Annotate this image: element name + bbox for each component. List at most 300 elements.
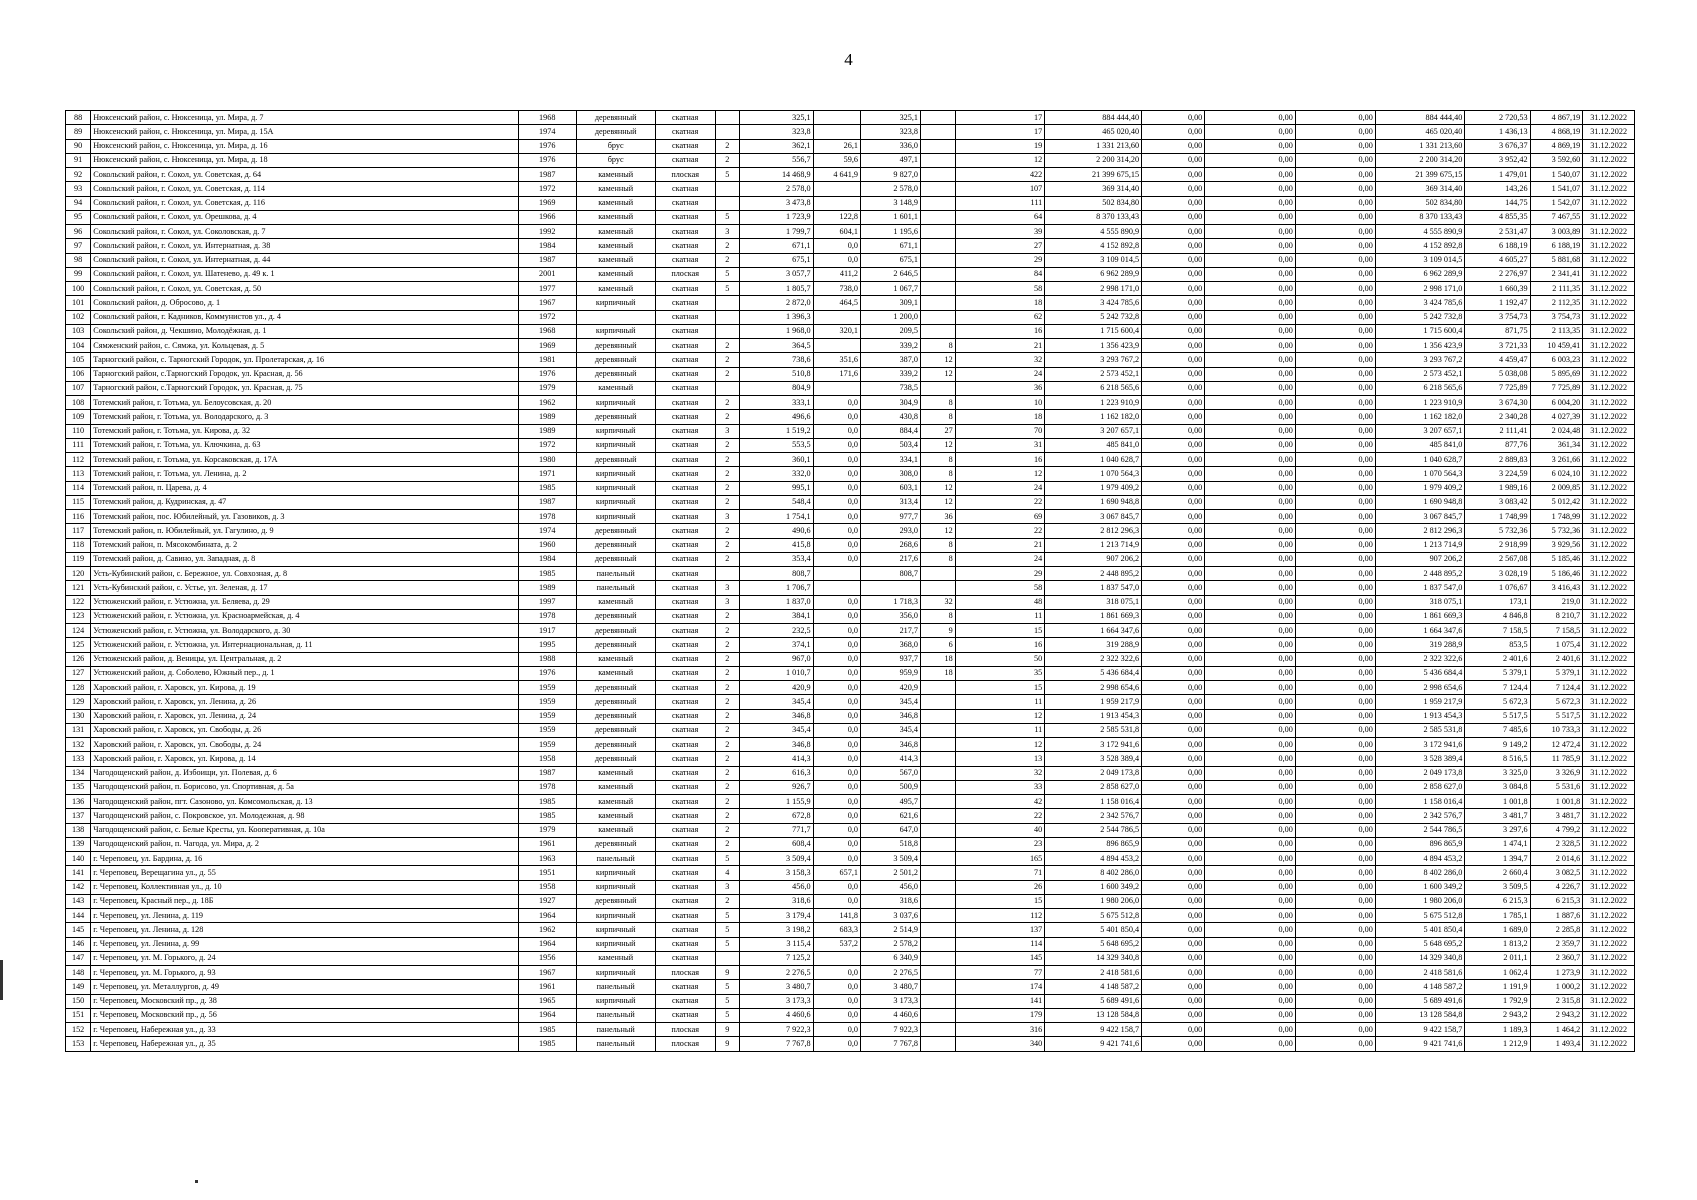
nonresidential-area-cell: 0,0	[813, 524, 860, 538]
cost-per-sqm-cell: 1 660,39	[1465, 282, 1530, 296]
regional-funds-cell: 0,00	[1205, 410, 1296, 424]
deadline-cell: 31.12.2022	[1583, 424, 1635, 438]
total-area-cell: 3 509,4	[739, 852, 813, 866]
residents-cell: 179	[955, 1008, 1045, 1022]
nonresidential-area-cell: 0,0	[813, 695, 860, 709]
row-number-cell: 100	[66, 282, 91, 296]
floors-cell: 2	[715, 823, 739, 837]
apartments-cell	[920, 780, 955, 794]
apartments-cell	[920, 795, 955, 809]
row-number-cell: 148	[66, 966, 91, 980]
row-number-cell: 136	[66, 795, 91, 809]
nonresidential-area-cell: 0,0	[813, 809, 860, 823]
owner-funds-cell: 4 152 892,8	[1375, 239, 1465, 253]
floors-cell	[715, 182, 739, 196]
year-built-cell: 1985	[518, 567, 576, 581]
owner-funds-cell: 1 162 182,0	[1375, 410, 1465, 424]
residents-cell: 29	[955, 253, 1045, 267]
deadline-cell: 31.12.2022	[1583, 524, 1635, 538]
residents-cell: 21	[955, 339, 1045, 353]
row-number-cell: 128	[66, 681, 91, 695]
residents-cell: 107	[955, 182, 1045, 196]
federal-funds-cell: 0,00	[1142, 438, 1205, 452]
total-area-cell: 345,4	[739, 723, 813, 737]
apartments-cell	[920, 880, 955, 894]
address-cell: Тарногский район, с. Тарногский Городок, ул. Пролетарская, д. 16	[91, 353, 519, 367]
regional-funds-cell: 0,00	[1205, 495, 1296, 509]
regional-funds-cell: 0,00	[1205, 438, 1296, 452]
local-funds-cell: 0,00	[1295, 638, 1375, 652]
table-row	[66, 239, 1635, 253]
floors-cell: 2	[715, 339, 739, 353]
local-funds-cell: 0,00	[1295, 709, 1375, 723]
deadline-cell: 31.12.2022	[1583, 723, 1635, 737]
total-area-cell: 1 799,7	[739, 225, 813, 239]
residential-area-cell: 356,0	[860, 609, 920, 623]
owner-funds-cell: 502 834,80	[1375, 196, 1465, 210]
cost-per-sqm-cell: 7 485,6	[1465, 723, 1530, 737]
deadline-cell: 31.12.2022	[1583, 182, 1635, 196]
federal-funds-cell: 0,00	[1142, 652, 1205, 666]
regional-funds-cell: 0,00	[1205, 296, 1296, 310]
owner-funds-cell: 1 861 669,3	[1375, 609, 1465, 623]
deadline-cell: 31.12.2022	[1583, 282, 1635, 296]
owner-funds-cell: 4 894 453,2	[1375, 852, 1465, 866]
year-built-cell: 1984	[518, 552, 576, 566]
floors-cell: 9	[715, 1037, 739, 1051]
table-row	[66, 795, 1635, 809]
total-cost-cell: 1 158 016,4	[1045, 795, 1142, 809]
federal-funds-cell: 0,00	[1142, 467, 1205, 481]
year-built-cell: 1958	[518, 752, 576, 766]
nonresidential-area-cell: 0,0	[813, 538, 860, 552]
local-funds-cell: 0,00	[1295, 866, 1375, 880]
total-area-cell: 3 473,8	[739, 196, 813, 210]
cost-per-sqm-cell: 7 124,4	[1465, 681, 1530, 695]
cost-per-sqm-cell: 1 748,99	[1465, 510, 1530, 524]
row-number-cell: 133	[66, 752, 91, 766]
row-number-cell: 140	[66, 852, 91, 866]
max-cost-per-sqm-cell: 2 315,8	[1530, 994, 1583, 1008]
total-cost-cell: 485 841,0	[1045, 438, 1142, 452]
total-cost-cell: 2 858 627,0	[1045, 780, 1142, 794]
total-cost-cell: 3 528 389,4	[1045, 752, 1142, 766]
floors-cell: 2	[715, 367, 739, 381]
federal-funds-cell: 0,00	[1142, 624, 1205, 638]
nonresidential-area-cell: 537,2	[813, 937, 860, 951]
address-cell: Чагодощенский район, с. Покровское, ул. Молодежная, д. 98	[91, 809, 519, 823]
total-area-cell: 2 276,5	[739, 966, 813, 980]
nonresidential-area-cell: 411,2	[813, 267, 860, 281]
cost-per-sqm-cell: 5 038,08	[1465, 367, 1530, 381]
local-funds-cell: 0,00	[1295, 837, 1375, 851]
regional-funds-cell: 0,00	[1205, 267, 1296, 281]
total-area-cell: 804,9	[739, 381, 813, 395]
max-cost-per-sqm-cell: 2 341,41	[1530, 267, 1583, 281]
table-row	[66, 438, 1635, 452]
residential-area-cell	[860, 581, 920, 595]
apartments-cell	[920, 809, 955, 823]
local-funds-cell: 0,00	[1295, 139, 1375, 153]
row-number-cell: 114	[66, 481, 91, 495]
regional-funds-cell: 0,00	[1205, 139, 1296, 153]
floors-cell: 5	[715, 1008, 739, 1022]
floors-cell: 2	[715, 766, 739, 780]
cost-per-sqm-cell: 3 084,8	[1465, 780, 1530, 794]
wall-material-cell: деревянный	[576, 709, 655, 723]
row-number-cell: 119	[66, 552, 91, 566]
nonresidential-area-cell	[813, 111, 860, 125]
year-built-cell: 1997	[518, 595, 576, 609]
table-row	[66, 1037, 1635, 1051]
deadline-cell: 31.12.2022	[1583, 139, 1635, 153]
owner-funds-cell: 1 070 564,3	[1375, 467, 1465, 481]
nonresidential-area-cell: 604,1	[813, 225, 860, 239]
cost-per-sqm-cell: 5 672,3	[1465, 695, 1530, 709]
wall-material-cell: каменный	[576, 239, 655, 253]
address-cell: Тотемский район, г. Тотьма, ул. Кирова, д. 32	[91, 424, 519, 438]
owner-funds-cell: 3 293 767,2	[1375, 353, 1465, 367]
row-number-cell: 124	[66, 624, 91, 638]
wall-material-cell: кирпичный	[576, 324, 655, 338]
roof-type-cell: скатная	[655, 310, 715, 324]
federal-funds-cell: 0,00	[1142, 324, 1205, 338]
owner-funds-cell: 9 421 741,6	[1375, 1037, 1465, 1051]
local-funds-cell: 0,00	[1295, 951, 1375, 965]
owner-funds-cell: 5 648 695,2	[1375, 937, 1465, 951]
residents-cell: 24	[955, 552, 1045, 566]
local-funds-cell: 0,00	[1295, 880, 1375, 894]
residential-area-cell: 518,8	[860, 837, 920, 851]
roof-type-cell: скатная	[655, 652, 715, 666]
total-area-cell: 7 922,3	[739, 1023, 813, 1037]
residential-area-cell: 1 195,6	[860, 225, 920, 239]
total-cost-cell: 9 422 158,7	[1045, 1023, 1142, 1037]
floors-cell: 2	[715, 894, 739, 908]
owner-funds-cell: 2 585 531,8	[1375, 723, 1465, 737]
nonresidential-area-cell: 141,8	[813, 909, 860, 923]
total-area-cell: 456,0	[739, 880, 813, 894]
year-built-cell: 2001	[518, 267, 576, 281]
address-cell: Усть-Кубинский район, с. Устье, ул. Зеленая, д. 17	[91, 581, 519, 595]
regional-funds-cell: 0,00	[1205, 738, 1296, 752]
regional-funds-cell: 0,00	[1205, 182, 1296, 196]
owner-funds-cell: 884 444,40	[1375, 111, 1465, 125]
apartments-cell	[920, 282, 955, 296]
local-funds-cell: 0,00	[1295, 766, 1375, 780]
total-cost-cell: 13 128 584,8	[1045, 1008, 1142, 1022]
address-cell: Тотемский район, п. Юбилейный, ул. Гагулино, д. 9	[91, 524, 519, 538]
local-funds-cell: 0,00	[1295, 1008, 1375, 1022]
cost-per-sqm-cell: 2 918,99	[1465, 538, 1530, 552]
max-cost-per-sqm-cell: 7 158,5	[1530, 624, 1583, 638]
table-row	[66, 823, 1635, 837]
residential-area-cell: 567,0	[860, 766, 920, 780]
table-row	[66, 752, 1635, 766]
roof-type-cell: скатная	[655, 253, 715, 267]
table-row	[66, 324, 1635, 338]
table-row	[66, 339, 1635, 353]
year-built-cell: 1960	[518, 538, 576, 552]
address-cell: Сокольский район, г. Сокол, ул. Советская, д. 116	[91, 196, 519, 210]
wall-material-cell: панельный	[576, 852, 655, 866]
apartments-cell: 36	[920, 510, 955, 524]
total-area-cell: 510,8	[739, 367, 813, 381]
year-built-cell: 1964	[518, 937, 576, 951]
deadline-cell: 31.12.2022	[1583, 538, 1635, 552]
floors-cell	[715, 196, 739, 210]
residential-area-cell: 4 460,6	[860, 1008, 920, 1022]
total-area-cell: 318,6	[739, 894, 813, 908]
local-funds-cell: 0,00	[1295, 624, 1375, 638]
address-cell: г. Череповец, Набережная ул., д. 33	[91, 1023, 519, 1037]
roof-type-cell: скатная	[655, 396, 715, 410]
total-cost-cell: 884 444,40	[1045, 111, 1142, 125]
row-number-cell: 105	[66, 353, 91, 367]
residential-area-cell: 1 601,1	[860, 210, 920, 224]
local-funds-cell: 0,00	[1295, 823, 1375, 837]
wall-material-cell: деревянный	[576, 695, 655, 709]
address-cell: Сокольский район, г. Сокол, ул. Орешкова, д. 4	[91, 210, 519, 224]
year-built-cell: 1961	[518, 837, 576, 851]
regional-funds-cell: 0,00	[1205, 809, 1296, 823]
apartments-cell: 12	[920, 353, 955, 367]
address-cell: Нюксенский район, с. Нюксеница, ул. Мира, д. 18	[91, 153, 519, 167]
total-cost-cell: 5 401 850,4	[1045, 923, 1142, 937]
nonresidential-area-cell: 0,0	[813, 681, 860, 695]
residential-area-cell: 647,0	[860, 823, 920, 837]
residential-area-cell: 675,1	[860, 253, 920, 267]
federal-funds-cell: 0,00	[1142, 538, 1205, 552]
nonresidential-area-cell: 0,0	[813, 609, 860, 623]
owner-funds-cell: 3 172 941,6	[1375, 738, 1465, 752]
address-cell: Нюксенский район, с. Нюксеница, ул. Мира, д. 16	[91, 139, 519, 153]
local-funds-cell: 0,00	[1295, 923, 1375, 937]
year-built-cell: 1992	[518, 225, 576, 239]
residential-area-cell: 387,0	[860, 353, 920, 367]
residential-area-cell: 937,7	[860, 652, 920, 666]
residents-cell: 11	[955, 723, 1045, 737]
regional-funds-cell: 0,00	[1205, 524, 1296, 538]
nonresidential-area-cell: 59,6	[813, 153, 860, 167]
owner-funds-cell: 21 399 675,15	[1375, 168, 1465, 182]
total-cost-cell: 2 448 895,2	[1045, 567, 1142, 581]
wall-material-cell: кирпичный	[576, 396, 655, 410]
nonresidential-area-cell: 0,0	[813, 980, 860, 994]
local-funds-cell: 0,00	[1295, 795, 1375, 809]
roof-type-cell: скатная	[655, 424, 715, 438]
total-area-cell: 1 396,3	[739, 310, 813, 324]
deadline-cell: 31.12.2022	[1583, 595, 1635, 609]
total-area-cell: 553,5	[739, 438, 813, 452]
roof-type-cell: скатная	[655, 296, 715, 310]
apartments-cell: 8	[920, 410, 955, 424]
floors-cell: 5	[715, 937, 739, 951]
nonresidential-area-cell: 171,6	[813, 367, 860, 381]
deadline-cell: 31.12.2022	[1583, 638, 1635, 652]
total-area-cell: 346,8	[739, 709, 813, 723]
federal-funds-cell: 0,00	[1142, 1037, 1205, 1051]
residents-cell: 77	[955, 966, 1045, 980]
wall-material-cell: панельный	[576, 1008, 655, 1022]
deadline-cell: 31.12.2022	[1583, 111, 1635, 125]
deadline-cell: 31.12.2022	[1583, 153, 1635, 167]
apartments-cell	[920, 837, 955, 851]
local-funds-cell: 0,00	[1295, 481, 1375, 495]
wall-material-cell: деревянный	[576, 125, 655, 139]
roof-type-cell: скатная	[655, 538, 715, 552]
residential-area-cell: 497,1	[860, 153, 920, 167]
floors-cell: 2	[715, 695, 739, 709]
local-funds-cell: 0,00	[1295, 980, 1375, 994]
address-cell: Сокольский район, д. Чекшино, Молодёжная, д. 1	[91, 324, 519, 338]
federal-funds-cell: 0,00	[1142, 980, 1205, 994]
regional-funds-cell: 0,00	[1205, 282, 1296, 296]
residents-cell: 27	[955, 239, 1045, 253]
cost-per-sqm-cell: 1 436,13	[1465, 125, 1530, 139]
year-built-cell: 1987	[518, 168, 576, 182]
max-cost-per-sqm-cell: 5 379,1	[1530, 666, 1583, 680]
residents-cell: 114	[955, 937, 1045, 951]
year-built-cell: 1969	[518, 339, 576, 353]
year-built-cell: 1974	[518, 125, 576, 139]
table-row	[66, 723, 1635, 737]
total-area-cell: 362,1	[739, 139, 813, 153]
row-number-cell: 92	[66, 168, 91, 182]
regional-funds-cell: 0,00	[1205, 111, 1296, 125]
total-area-cell: 333,1	[739, 396, 813, 410]
total-cost-cell: 1 690 948,8	[1045, 495, 1142, 509]
apartments-cell: 9	[920, 624, 955, 638]
residents-cell: 22	[955, 524, 1045, 538]
wall-material-cell: каменный	[576, 666, 655, 680]
cost-per-sqm-cell: 2 660,4	[1465, 866, 1530, 880]
federal-funds-cell: 0,00	[1142, 638, 1205, 652]
deadline-cell: 31.12.2022	[1583, 994, 1635, 1008]
local-funds-cell: 0,00	[1295, 567, 1375, 581]
cost-per-sqm-cell: 3 028,19	[1465, 567, 1530, 581]
owner-funds-cell: 2 322 322,6	[1375, 652, 1465, 666]
apartments-cell	[920, 923, 955, 937]
deadline-cell: 31.12.2022	[1583, 609, 1635, 623]
total-area-cell: 374,1	[739, 638, 813, 652]
address-cell: Чагодощенский район, пгт. Сазоново, ул. Комсомольская, д. 13	[91, 795, 519, 809]
address-cell: Тарногский район, с.Тарногский Городок, ул. Красная, д. 56	[91, 367, 519, 381]
federal-funds-cell: 0,00	[1142, 567, 1205, 581]
owner-funds-cell: 1 040 628,7	[1375, 453, 1465, 467]
federal-funds-cell: 0,00	[1142, 923, 1205, 937]
row-number-cell: 142	[66, 880, 91, 894]
address-cell: г. Череповец, ул. Ленина, д. 119	[91, 909, 519, 923]
owner-funds-cell: 1 979 409,2	[1375, 481, 1465, 495]
roof-type-cell: скатная	[655, 666, 715, 680]
cost-per-sqm-cell: 143,26	[1465, 182, 1530, 196]
max-cost-per-sqm-cell: 2 112,35	[1530, 296, 1583, 310]
owner-funds-cell: 14 329 340,8	[1375, 951, 1465, 965]
floors-cell	[715, 951, 739, 965]
federal-funds-cell: 0,00	[1142, 1023, 1205, 1037]
total-cost-cell: 5 648 695,2	[1045, 937, 1142, 951]
federal-funds-cell: 0,00	[1142, 795, 1205, 809]
nonresidential-area-cell: 0,0	[813, 823, 860, 837]
cost-per-sqm-cell: 5 517,5	[1465, 709, 1530, 723]
roof-type-cell: скатная	[655, 766, 715, 780]
cost-per-sqm-cell: 173,1	[1465, 595, 1530, 609]
apartments-cell: 18	[920, 666, 955, 680]
row-number-cell: 90	[66, 139, 91, 153]
owner-funds-cell: 1 690 948,8	[1375, 495, 1465, 509]
max-cost-per-sqm-cell: 5 672,3	[1530, 695, 1583, 709]
owner-funds-cell: 6 962 289,9	[1375, 267, 1465, 281]
deadline-cell: 31.12.2022	[1583, 296, 1635, 310]
wall-material-cell: деревянный	[576, 624, 655, 638]
floors-cell: 5	[715, 168, 739, 182]
roof-type-cell: скатная	[655, 695, 715, 709]
cost-per-sqm-cell: 2 889,83	[1465, 453, 1530, 467]
total-cost-cell: 2 998 654,6	[1045, 681, 1142, 695]
floors-cell: 2	[715, 453, 739, 467]
cost-per-sqm-cell: 5 732,36	[1465, 524, 1530, 538]
deadline-cell: 31.12.2022	[1583, 410, 1635, 424]
local-funds-cell: 0,00	[1295, 182, 1375, 196]
year-built-cell: 1971	[518, 467, 576, 481]
federal-funds-cell: 0,00	[1142, 695, 1205, 709]
regional-funds-cell: 0,00	[1205, 624, 1296, 638]
regional-funds-cell: 0,00	[1205, 766, 1296, 780]
residents-cell: 33	[955, 780, 1045, 794]
floors-cell: 2	[715, 495, 739, 509]
total-cost-cell: 2 585 531,8	[1045, 723, 1142, 737]
row-number-cell: 123	[66, 609, 91, 623]
regional-funds-cell: 0,00	[1205, 310, 1296, 324]
total-cost-cell: 318 075,1	[1045, 595, 1142, 609]
max-cost-per-sqm-cell: 2 111,35	[1530, 282, 1583, 296]
row-number-cell: 93	[66, 182, 91, 196]
roof-type-cell: скатная	[655, 1008, 715, 1022]
apartments-cell	[920, 139, 955, 153]
table-row	[66, 296, 1635, 310]
apartments-cell	[920, 937, 955, 951]
row-number-cell: 96	[66, 225, 91, 239]
floors-cell: 3	[715, 880, 739, 894]
local-funds-cell: 0,00	[1295, 937, 1375, 951]
cost-per-sqm-cell: 6 215,3	[1465, 894, 1530, 908]
residential-area-cell: 217,6	[860, 552, 920, 566]
total-area-cell: 3 198,2	[739, 923, 813, 937]
year-built-cell: 1984	[518, 239, 576, 253]
address-cell: Тотемский район, пос. Юбилейный, ул. Газовиков, д. 3	[91, 510, 519, 524]
year-built-cell: 1964	[518, 909, 576, 923]
deadline-cell: 31.12.2022	[1583, 624, 1635, 638]
deadline-cell: 31.12.2022	[1583, 681, 1635, 695]
floors-cell: 3	[715, 510, 739, 524]
max-cost-per-sqm-cell: 2 359,7	[1530, 937, 1583, 951]
wall-material-cell: брус	[576, 153, 655, 167]
address-cell: г. Череповец, Московский пр., д. 38	[91, 994, 519, 1008]
year-built-cell: 1951	[518, 866, 576, 880]
federal-funds-cell: 0,00	[1142, 196, 1205, 210]
total-cost-cell: 4 894 453,2	[1045, 852, 1142, 866]
regional-funds-cell: 0,00	[1205, 723, 1296, 737]
owner-funds-cell: 2 998 171,0	[1375, 282, 1465, 296]
residents-cell: 32	[955, 353, 1045, 367]
cost-per-sqm-cell: 7 725,89	[1465, 381, 1530, 395]
year-built-cell: 1968	[518, 111, 576, 125]
year-built-cell: 1978	[518, 609, 576, 623]
regional-funds-cell: 0,00	[1205, 795, 1296, 809]
regional-funds-cell: 0,00	[1205, 994, 1296, 1008]
total-area-cell: 345,4	[739, 695, 813, 709]
